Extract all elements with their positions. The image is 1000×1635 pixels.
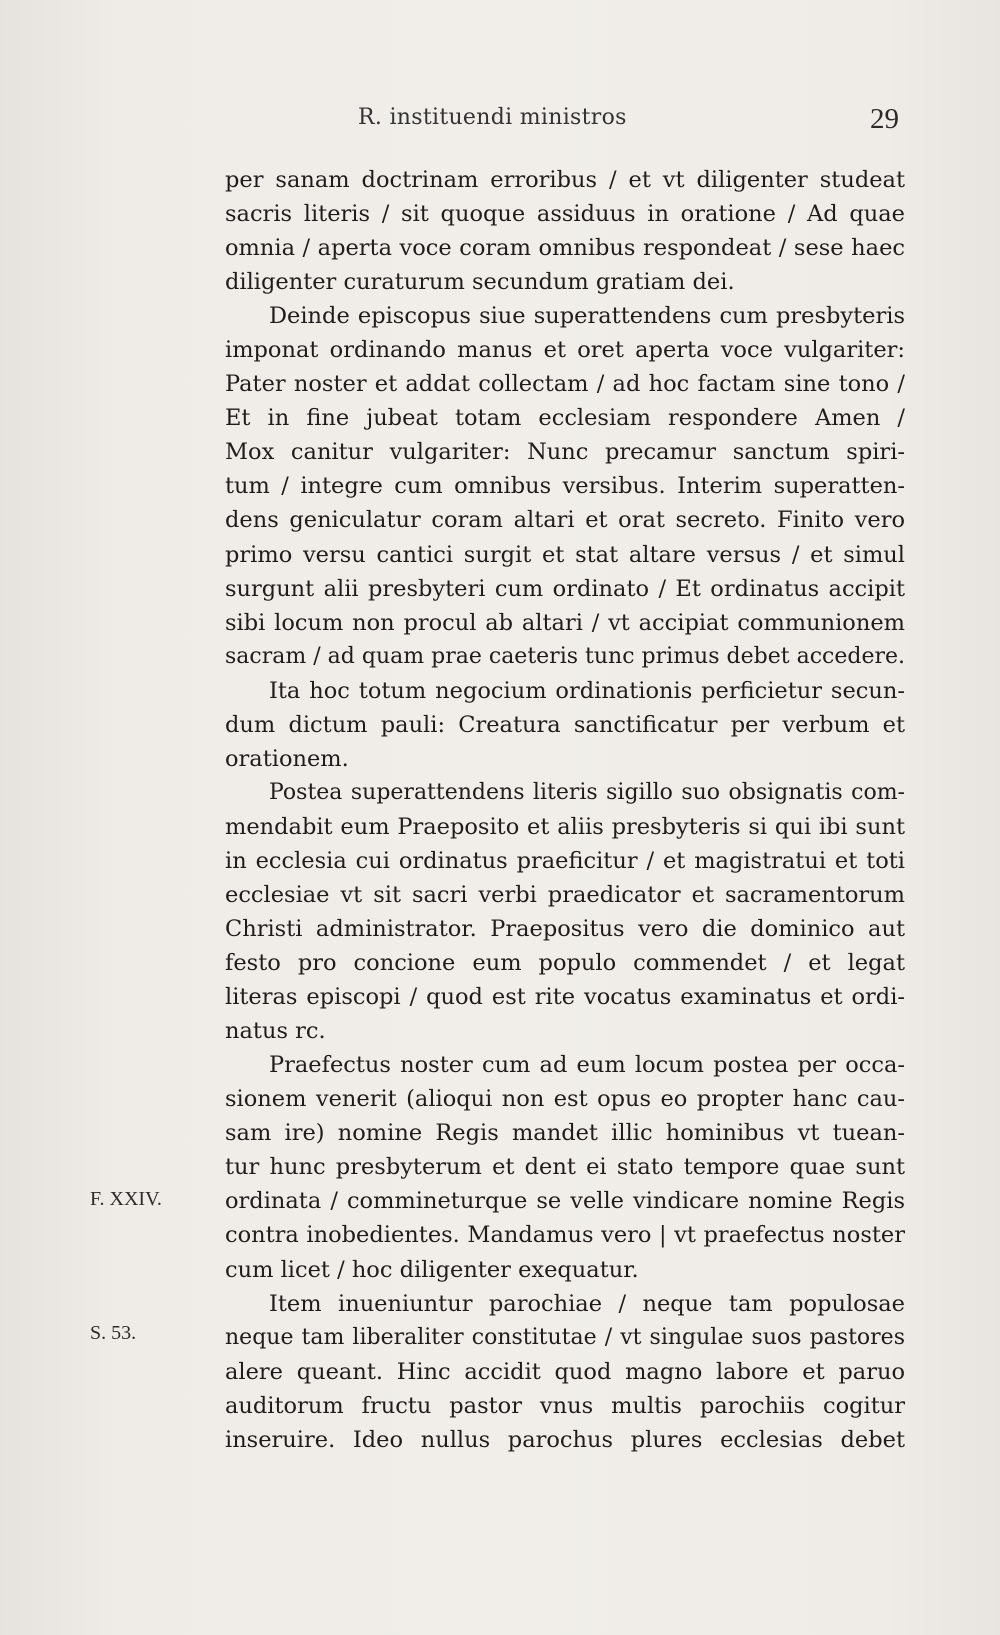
- text-line: primo versu cantici surgit et stat altare versus / et simul: [225, 541, 905, 568]
- text-line: cum licet / hoc diligenter exequatur.: [225, 1256, 639, 1283]
- text-line: sam ire) nomine Regis mandet illic hominibus vt tuean-: [225, 1120, 905, 1147]
- text-line: contra inobedientes. Mandamus vero | vt praefectus noster: [225, 1222, 905, 1249]
- text-line: imponat ordinando manus et oret aperta voce vulgariter:: [225, 337, 905, 364]
- text-line: dens geniculatur coram altari et orat secreto. Finito vero: [225, 507, 905, 534]
- text-line: dum dictum pauli: Creatura sanctificatur per verbum et: [225, 711, 905, 738]
- text-line: tum / integre cum omnibus versibus. Interim superatten-: [225, 473, 905, 500]
- text-line: Postea superattendens literis sigillo suo obsignatis com-: [269, 779, 905, 805]
- text-line: ordinata / commineturque se velle vindicare nomine Regis: [225, 1188, 905, 1215]
- text-line: sionem venerit (alioqui non est opus eo propter hanc cau-: [225, 1086, 905, 1113]
- text-line: tur hunc presbyterum et dent ei stato tempore quae sunt: [225, 1154, 905, 1181]
- text-line: sacram / ad quam prae caeteris tunc primus debet accedere.: [225, 643, 905, 669]
- text-line: alere queant. Hinc accidit quod magno labore et paruo: [225, 1358, 905, 1385]
- text-line: Et in fine jubeat totam ecclesiam respondere Amen /: [225, 405, 905, 432]
- text-line: Praefectus noster cum ad eum locum postea per occa-: [269, 1052, 905, 1079]
- text-line: per sanam doctrinam erroribus / et vt diligenter studeat: [225, 167, 905, 193]
- text-line: diligenter curaturum secundum gratiam dei.: [225, 269, 735, 296]
- text-line: festo pro concione eum populo commendet / et legat: [225, 950, 905, 977]
- text-line: literas episcopi / quod est rite vocatus examinatus et ordi-: [225, 984, 905, 1011]
- body-text: [225, 163, 905, 1457]
- text-line: sacris literis / sit quoque assiduus in oratione / Ad quae: [225, 201, 905, 228]
- text-line: Christi administrator. Praepositus vero die dominico aut: [225, 916, 905, 943]
- margin-note-folio: F. XXIV.: [90, 1188, 162, 1210]
- margin-note-page: S. 53.: [90, 1322, 137, 1344]
- text-line: in ecclesia cui ordinatus praeficitur / et magistratui et toti: [225, 847, 905, 874]
- running-title: R. instituendi ministros: [358, 105, 627, 130]
- text-line: omnia / aperta voce coram omnibus respondeat / sese haec: [225, 235, 905, 262]
- text-line: orationem.: [225, 745, 349, 772]
- text-line: Deinde episcopus siue superattendens cum presbyteris: [269, 303, 905, 330]
- text-line: ecclesiae vt sit sacri verbi praedicator et sacramentorum: [225, 881, 905, 908]
- text-line: mendabit eum Praeposito et aliis presbyteris si qui ibi sunt: [225, 813, 905, 840]
- text-line: natus rc.: [225, 1018, 326, 1045]
- text-line: Item inueniuntur parochiae / neque tam populosae: [269, 1290, 905, 1317]
- text-line: surgunt alii presbyteri cum ordinato / Et ordinatus accipit: [225, 575, 905, 602]
- text-line: Mox canitur vulgariter: Nunc precamur sanctum spiri-: [225, 439, 905, 466]
- page-number: 29: [870, 103, 899, 135]
- text-line: inseruire. Ideo nullus parochus plures ecclesias debet: [225, 1426, 905, 1453]
- text-line: auditorum fructu pastor vnus multis parochiis cogitur: [225, 1392, 905, 1419]
- text-line: sibi locum non procul ab altari / vt accipiat communionem: [225, 609, 905, 636]
- text-line: neque tam liberaliter constitutae / vt singulae suos pastores: [225, 1324, 905, 1350]
- text-line: Pater noster et addat collectam / ad hoc factam sine tono /: [225, 371, 905, 398]
- running-header: [0, 103, 1000, 137]
- text-line: Ita hoc totum negocium ordinationis perficietur secun-: [269, 677, 905, 704]
